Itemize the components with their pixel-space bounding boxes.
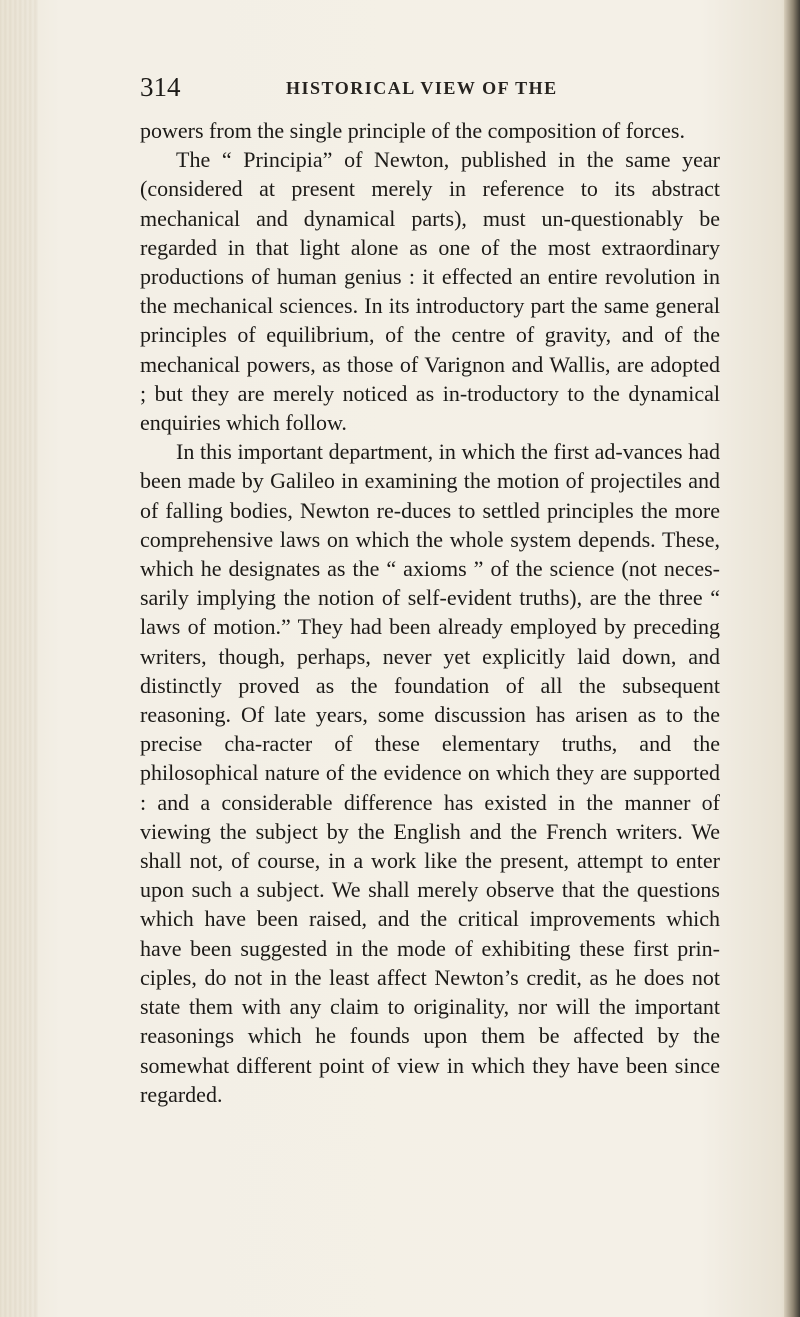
page-edge-shadow	[784, 0, 800, 1317]
page-number: 314	[140, 72, 181, 102]
paragraph-3: In this important department, in which the first ad-vances had been made by Galileo in examining the motion of projectiles and of falling bodies, Newton re-duces to settled principles the more comprehensive laws on which the whole system depends. These, which he designates as the “ axioms ” of the science (not neces-sarily implying the notion of self-evident truths), are the three “ laws of motion.” They had been already employed by preceding writers, though, perhaps, never yet explicitly laid down, and distinctly proved as the foundation of all the subsequent reasoning. Of late years, some discussion has arisen as to the precise cha-racter of these elementary truths, and the philosophical nature of the evidence on which they are supported : and a considerable difference has existed in the manner of viewing the subject by the English and the French writers. We shall not, of course, in a work like the present, attempt to enter upon such a subject. We shall merely observe that the questions which have been raised, and the critical improvements which have been suggested in the mode of exhibiting these first prin-ciples, do not in the least affect Newton’s credit, as he does not state them with any claim to originality, nor will the important reasonings which he founds upon them be affected by the somewhat different point of view in which they have been since regarded.	[140, 439, 720, 1107]
running-head: HISTORICAL VIEW OF THE	[286, 78, 558, 98]
paragraph-1: powers from the single principle of the composition of forces.	[140, 118, 685, 143]
body-text	[140, 116, 720, 1109]
page-gutter	[0, 0, 38, 1317]
page-header	[136, 72, 696, 106]
paragraph-2: The “ Principia” of Newton, published in the same year (considered at present merely in reference to its abstract mechanical and dynamical parts), must un-questionably be regarded in that light alone as one of the most extraordinary productions of human genius : it effected an entire revolution in the mechanical sciences. In its introductory part the same general principles of equilibrium, of the centre of gravity, and of the mechanical powers, as those of Varignon and Wallis, are adopted ; but they are merely noticed as in-troductory to the dynamical enquiries which follow.	[140, 147, 720, 436]
